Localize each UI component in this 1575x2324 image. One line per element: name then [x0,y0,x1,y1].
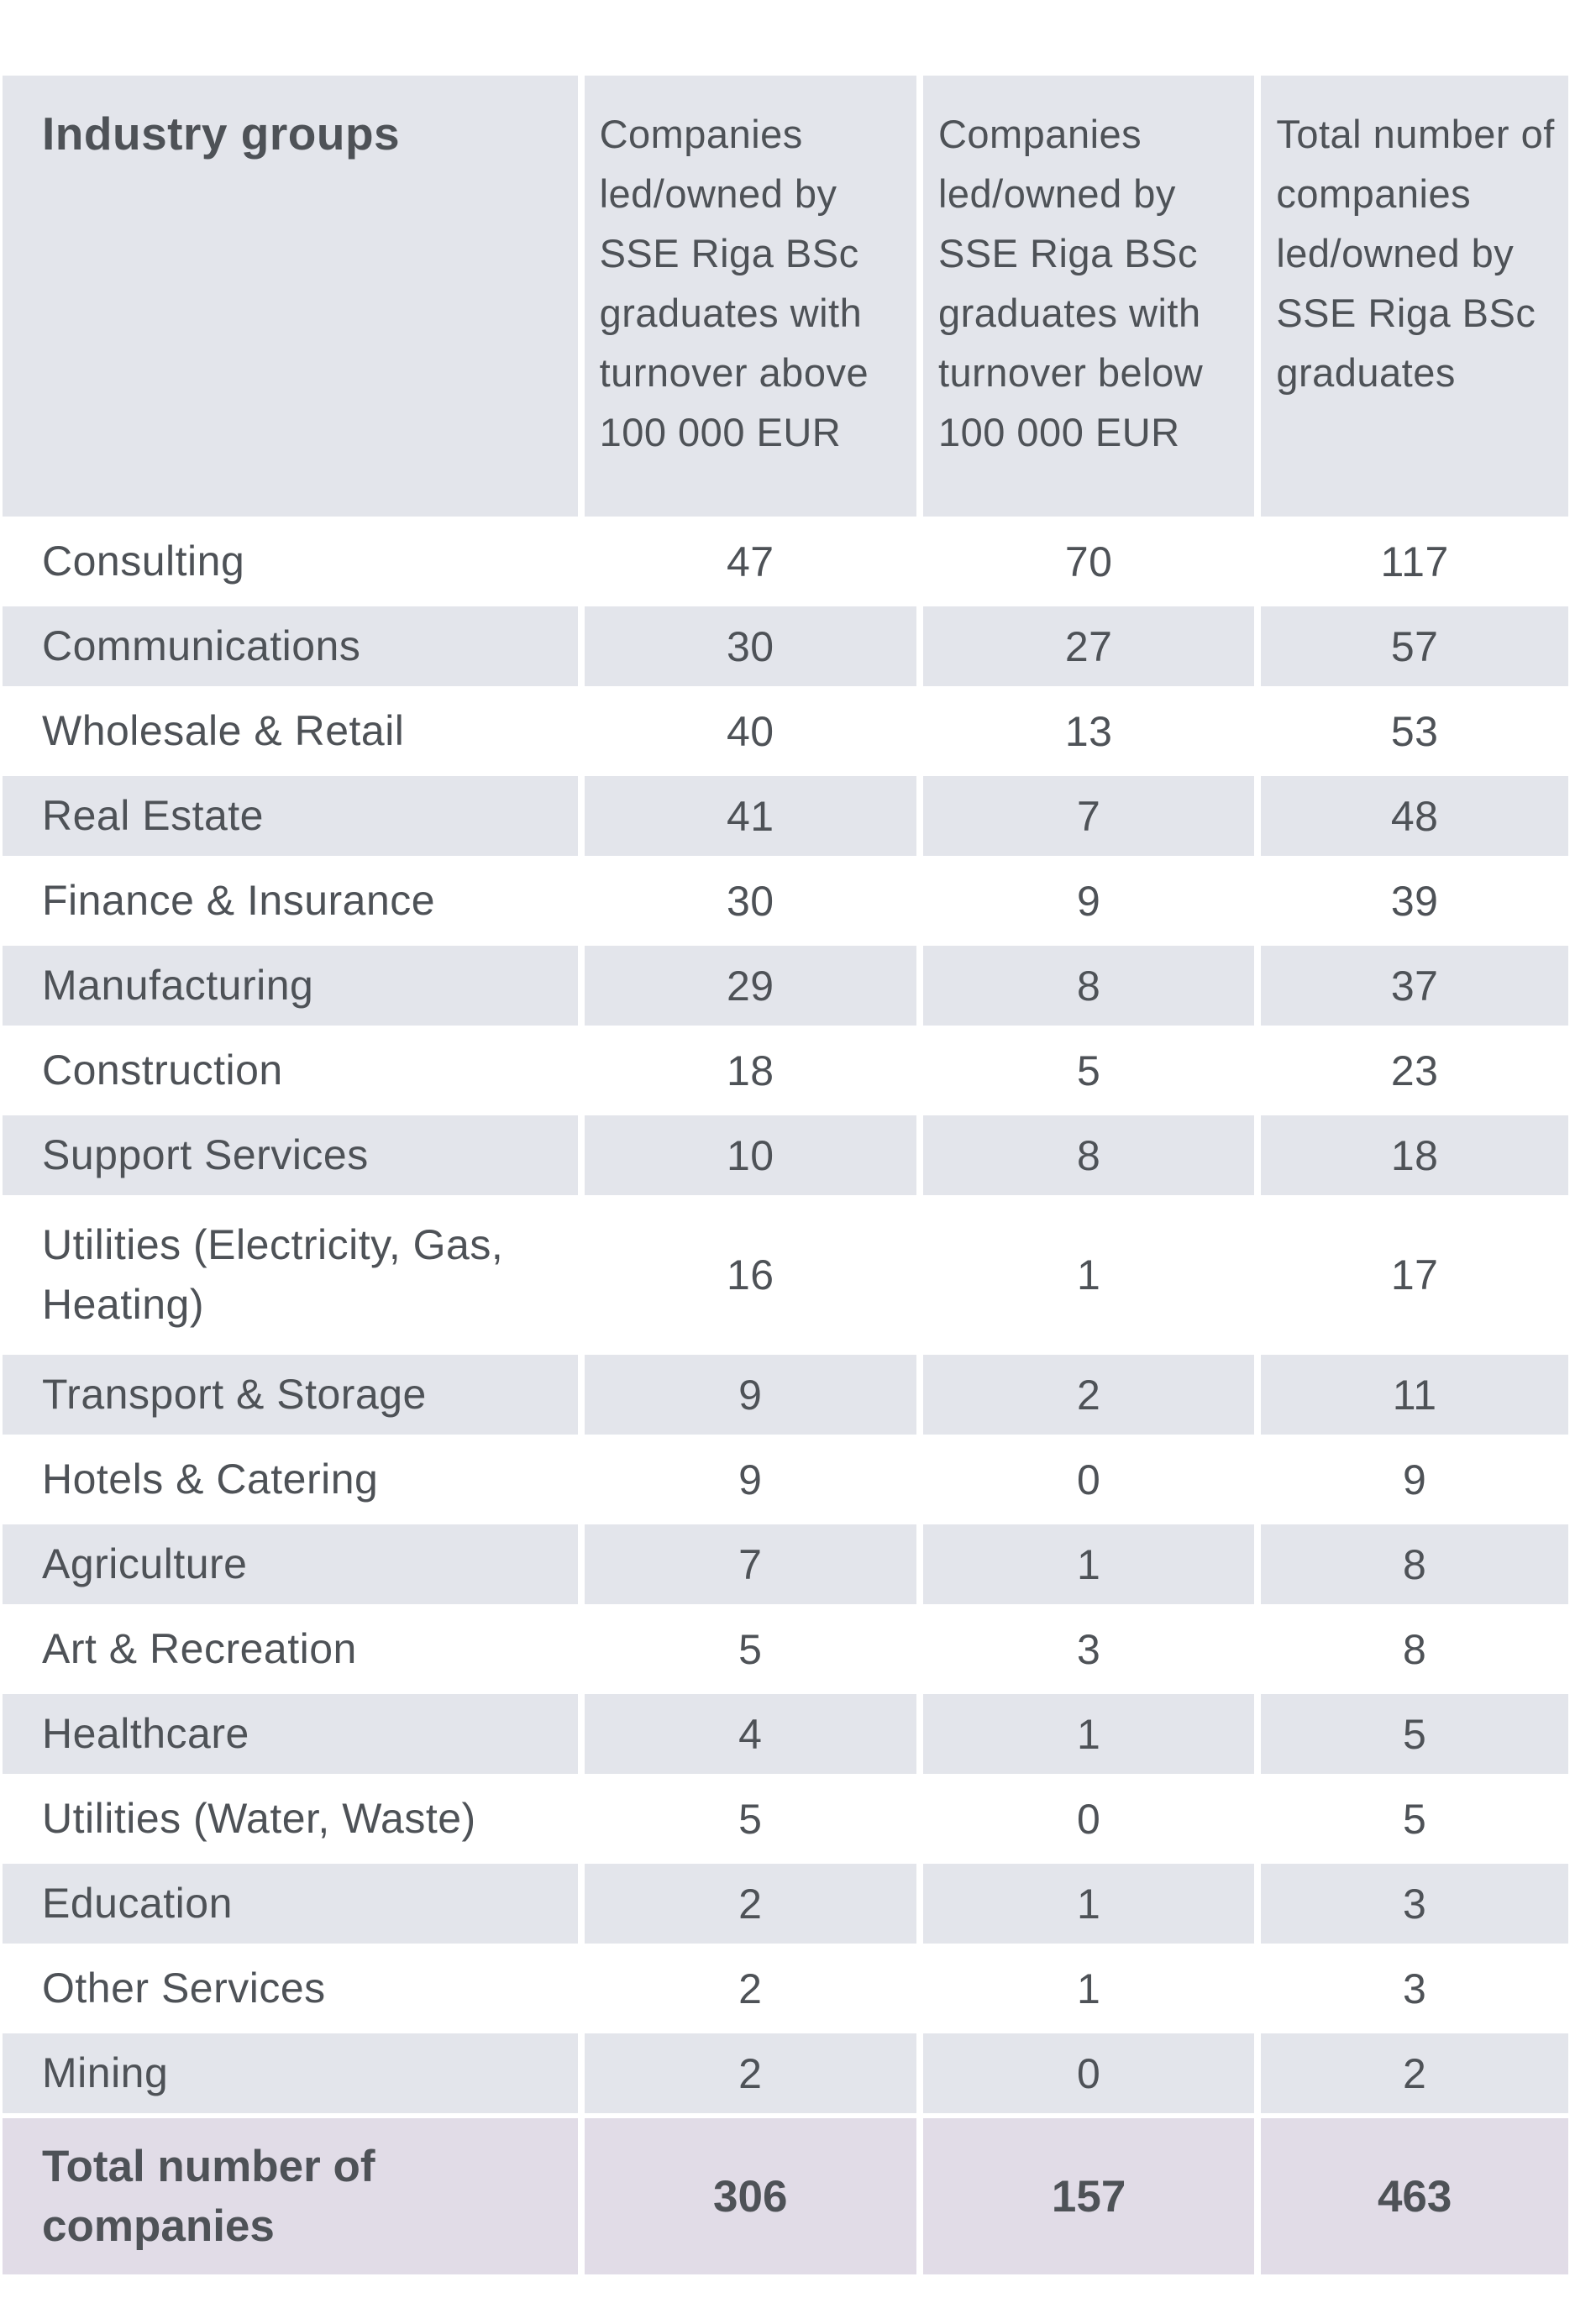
table-row [3,1031,1568,1110]
row-industry-cell: Finance & Insurance [3,861,578,941]
row-total-cell: 2 [1261,2033,1568,2113]
row-below-cell: 2 [923,1355,1254,1435]
row-below-cell: 70 [923,522,1254,601]
totals-below: 157 [923,2118,1254,2274]
row-total-cell: 117 [1261,522,1568,601]
row-above-cell: 5 [585,1779,916,1859]
row-above-cell: 29 [585,946,916,1026]
table-row [3,1524,1568,1604]
row-above-cell: 16 [585,1200,916,1350]
row-total-cell: 3 [1261,1864,1568,1944]
row-total-cell: 57 [1261,606,1568,686]
row-total-cell: 5 [1261,1694,1568,1774]
row-above-cell: 47 [585,522,916,601]
row-below-cell: 7 [923,776,1254,856]
row-above-cell: 40 [585,691,916,771]
row-below-cell: 8 [923,946,1254,1026]
row-above-cell: 10 [585,1115,916,1195]
row-total-cell: 37 [1261,946,1568,1026]
header-turnover-above: Companies led/owned by SSE Riga BSc graduates with turnover above 100 000 EUR [585,76,916,517]
row-total-cell: 9 [1261,1440,1568,1519]
table-row [3,776,1568,856]
row-total-cell: 8 [1261,1609,1568,1689]
row-total-cell: 48 [1261,776,1568,856]
header-total-companies: Total number of companies led/owned by SSE Riga BSc graduates [1261,76,1568,517]
table-row [3,1440,1568,1519]
table-row [3,606,1568,686]
industry-groups-table [0,71,1575,2279]
row-industry-cell: Agriculture [3,1524,578,1604]
row-above-cell: 30 [585,606,916,686]
row-total-cell: 39 [1261,861,1568,941]
row-industry-cell: Education [3,1864,578,1944]
table-row [3,522,1568,601]
row-below-cell: 1 [923,1949,1254,2028]
row-total-cell: 8 [1261,1524,1568,1604]
row-industry-cell: Other Services [3,1949,578,2028]
table-row [3,2033,1568,2113]
totals-row [3,2118,1568,2274]
row-total-cell: 11 [1261,1355,1568,1435]
row-industry-cell: Wholesale & Retail [3,691,578,771]
row-industry-cell: Utilities (Water, Waste) [3,1779,578,1859]
row-below-cell: 0 [923,1779,1254,1859]
row-industry-cell: Utilities (Electricity, Gas, Heating) [3,1200,578,1350]
row-industry-cell: Healthcare [3,1694,578,1774]
row-industry-cell: Real Estate [3,776,578,856]
row-below-cell: 9 [923,861,1254,941]
row-below-cell: 8 [923,1115,1254,1195]
row-industry-cell: Hotels & Catering [3,1440,578,1519]
row-industry-cell: Support Services [3,1115,578,1195]
row-total-cell: 3 [1261,1949,1568,2028]
row-below-cell: 1 [923,1200,1254,1350]
totals-total: 463 [1261,2118,1568,2274]
row-industry-cell: Communications [3,606,578,686]
row-industry-cell: Transport & Storage [3,1355,578,1435]
table-row [3,1355,1568,1435]
row-below-cell: 1 [923,1864,1254,1944]
header-industry-groups: Industry groups [3,76,578,517]
table-body [3,522,1568,2113]
table-row [3,1949,1568,2028]
row-below-cell: 1 [923,1694,1254,1774]
row-above-cell: 18 [585,1031,916,1110]
row-above-cell: 9 [585,1440,916,1519]
row-above-cell: 2 [585,1949,916,2028]
table-row [3,1864,1568,1944]
row-above-cell: 4 [585,1694,916,1774]
row-below-cell: 27 [923,606,1254,686]
table-row [3,1694,1568,1774]
row-below-cell: 13 [923,691,1254,771]
table-row [3,1779,1568,1859]
row-above-cell: 41 [585,776,916,856]
row-total-cell: 17 [1261,1200,1568,1350]
table-row [3,1115,1568,1195]
table-row [3,1609,1568,1689]
row-total-cell: 5 [1261,1779,1568,1859]
row-industry-cell: Manufacturing [3,946,578,1026]
row-above-cell: 5 [585,1609,916,1689]
table-row [3,861,1568,941]
totals-above: 306 [585,2118,916,2274]
row-above-cell: 2 [585,2033,916,2113]
row-below-cell: 0 [923,1440,1254,1519]
header-turnover-below: Companies led/owned by SSE Riga BSc graduates with turnover below 100 000 EUR [923,76,1254,517]
industry-table-container [3,76,1575,2279]
row-above-cell: 2 [585,1864,916,1944]
row-industry-cell: Consulting [3,522,578,601]
row-industry-cell: Mining [3,2033,578,2113]
row-total-cell: 18 [1261,1115,1568,1195]
row-total-cell: 53 [1261,691,1568,771]
row-below-cell: 0 [923,2033,1254,2113]
row-above-cell: 7 [585,1524,916,1604]
row-above-cell: 9 [585,1355,916,1435]
row-below-cell: 3 [923,1609,1254,1689]
row-total-cell: 23 [1261,1031,1568,1110]
totals-label: Total number of companies [3,2118,578,2274]
table-row [3,1200,1568,1350]
table-row [3,946,1568,1026]
row-above-cell: 30 [585,861,916,941]
row-below-cell: 1 [923,1524,1254,1604]
row-below-cell: 5 [923,1031,1254,1110]
row-industry-cell: Construction [3,1031,578,1110]
table-row [3,691,1568,771]
table-header-row [3,76,1568,517]
row-industry-cell: Art & Recreation [3,1609,578,1689]
